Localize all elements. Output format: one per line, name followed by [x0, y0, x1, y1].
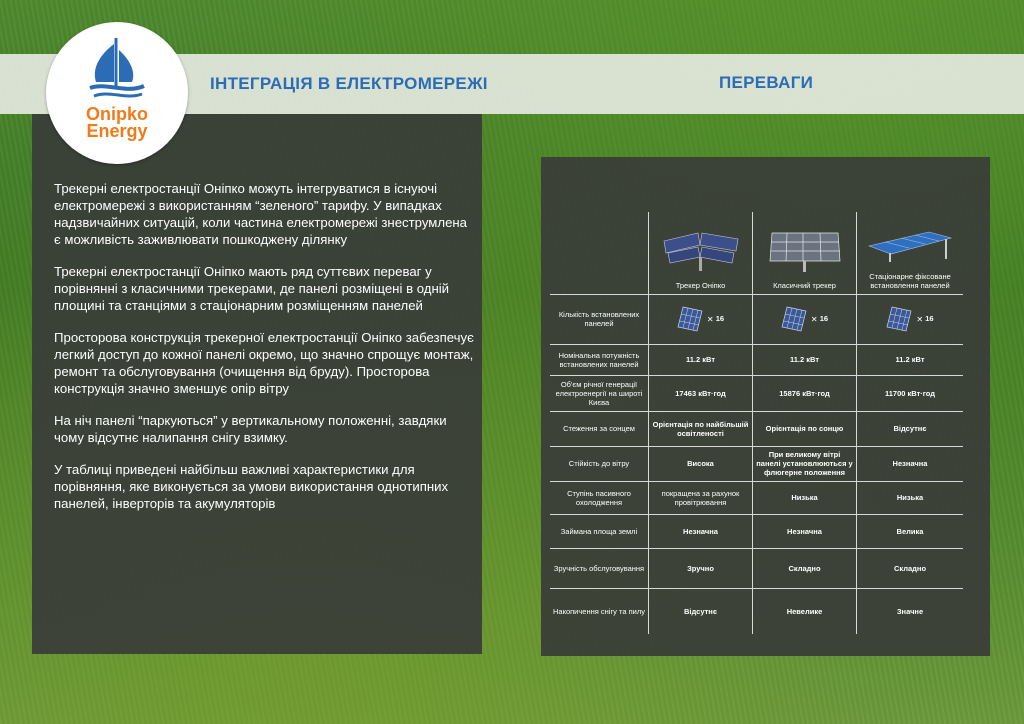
paragraph: На ніч панелі “паркуються” у вертикальному положенні, завдяки чому відсутнє налипання снігу взимку. — [54, 413, 447, 445]
table-cell: Незначна — [857, 446, 964, 481]
table-row — [550, 446, 963, 481]
table-row — [550, 588, 963, 634]
table-cell: Незначна — [649, 514, 753, 548]
comparison-table — [550, 212, 963, 634]
table-row — [550, 344, 963, 375]
row-label: Накопичення снігу та пилу — [553, 606, 645, 616]
table-cell: Висока — [649, 446, 753, 481]
paragraph: Трекерні електростанції Оніпко мають ряд суттєвих переваг у порівнянні з класичними трекерами, де панелі розміщені в одній площині та станціями з стаціонарним розміщенням панелей — [54, 264, 450, 313]
table-corner — [550, 212, 649, 294]
row-label: Об'єм річної генерації електроенергії на широті Києва — [550, 375, 649, 411]
table-cell: Низька — [753, 481, 857, 514]
multiply-icon: ✕ — [810, 314, 818, 324]
logo-text-onipko: Onipko — [86, 104, 148, 124]
solar-panel-icon — [781, 306, 807, 332]
column-header-onipko — [649, 212, 753, 294]
table-cell: Велика — [857, 514, 964, 548]
table-cell: 11.2 кВт — [649, 344, 753, 375]
column-label: Трекер Оніпко — [675, 280, 726, 290]
solar-panel-icon — [677, 306, 703, 332]
table-cell: Складно — [753, 548, 857, 588]
paragraph: У таблиці приведені найбільш важливі характеристики для порівняння, яке виконується за умови використання однотипних панелей, інверторів та акумуляторів — [54, 462, 449, 511]
column-label: Класичний трекер — [773, 280, 836, 290]
table-cell: Відсутнє — [649, 588, 753, 634]
table-cell: Орієнтація по сонцю — [753, 411, 857, 446]
row-label: Ступінь пасивного охолодження — [550, 481, 649, 514]
paragraph: Трекерні електростанції Оніпко можуть інтегруватися в існуючі електромережі з використанням “зеленого” тарифу. У випадках надзвичайних ситуацій, коли частина електромережі знеструмлена є можливість заживлювати пошкоджену ділянку — [54, 181, 468, 247]
table-row — [550, 294, 963, 344]
table-cell: Незначна — [753, 514, 857, 548]
row-label: Займана площа землі — [550, 514, 649, 548]
table-cell: Орієнтація по найбільшій освітленості — [649, 411, 753, 446]
row-label: Стійкість до вітру — [550, 446, 649, 481]
table-cell: ✕ 16 — [857, 294, 964, 344]
solar-panel-icon — [886, 306, 912, 332]
table-cell: 17463 кВт·год — [649, 375, 753, 411]
table-cell: При великому вітрі панелі установлюються у флюгерне положення — [753, 446, 857, 481]
multiply-icon: ✕ — [916, 314, 924, 324]
row-label: Кількість встановлених панелей — [550, 294, 649, 344]
row-label: Номінальна потужність встановлених панелей — [550, 344, 649, 375]
logo-text-energy: Energy — [86, 121, 148, 141]
table-cell: Значне — [857, 588, 964, 634]
column-header-classic — [753, 212, 857, 294]
table-cell: 11.2 кВт — [753, 344, 857, 375]
table-row — [550, 411, 963, 446]
fixed-installation-image — [865, 222, 955, 264]
table-cell: 15876 кВт·год — [753, 375, 857, 411]
onipko-energy-logo — [46, 22, 188, 164]
table-cell: Невелике — [753, 588, 857, 634]
row-label: Стеження за сонцем — [550, 411, 649, 446]
table-cell: 11700 кВт·год — [857, 375, 964, 411]
onipko-tracker-image — [658, 231, 744, 273]
classic-tracker-image — [762, 231, 848, 273]
table-cell: ✕ 16 — [649, 294, 753, 344]
table-row — [550, 514, 963, 548]
table-row — [550, 548, 963, 588]
table-row — [550, 375, 963, 411]
table-row — [550, 481, 963, 514]
sail-logo-icon — [86, 36, 148, 102]
column-header-fixed — [857, 212, 964, 294]
multiply-icon: ✕ — [706, 314, 714, 324]
column-label: Стаціонарне фіксоване встановлення панелей — [869, 271, 951, 290]
table-cell: ✕ 16 — [753, 294, 857, 344]
section-title-integration: ІНТЕГРАЦІЯ В ЕЛЕКТРОМЕРЕЖІ — [210, 74, 488, 93]
table-cell: 11.2 кВт — [857, 344, 964, 375]
table-cell: покращена за рахунок провітрювання — [649, 481, 753, 514]
row-label: Зручність обслуговування — [550, 548, 649, 588]
table-cell: Відсутнє — [857, 411, 964, 446]
paragraph: Просторова конструкція трекерної електростанції Оніпко забезпечує легкий доступ до кожної панелі окремо, що значно спрощує монтаж, ремонт та обслуговування (очищення від бруду). Просторова конструкція значно зменшує опір вітру — [54, 330, 474, 396]
table-cell: Зручно — [649, 548, 753, 588]
table-cell: Низька — [857, 481, 964, 514]
table-cell: Складно — [857, 548, 964, 588]
section-title-advantages: ПЕРЕВАГИ — [719, 73, 814, 92]
intro-text — [54, 180, 474, 527]
